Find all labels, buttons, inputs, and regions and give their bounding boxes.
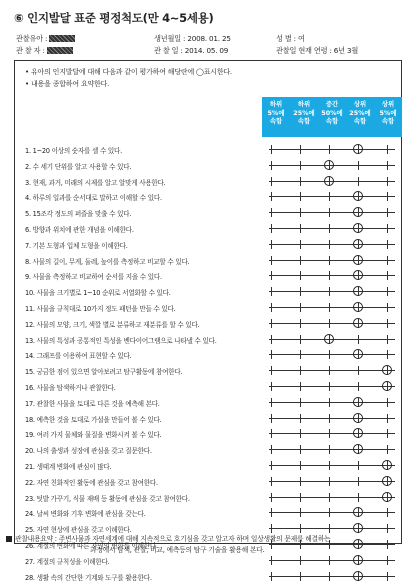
column-header-line: 25%에 [293,108,315,117]
rating-circle-mark [353,207,363,217]
item-text: 25. 자연 현상에 관심을 갖고 이해한다. [25,526,132,535]
scale-line [269,386,395,387]
item-text: 6. 방향과 위치에 관한 개념을 이해한다. [25,226,134,234]
scale-tick [300,572,301,581]
rating-circle-mark [353,397,363,407]
scale-tick [271,335,272,344]
item-text: 20. 나의 출생과 성장에 관심을 갖고 질문한다. [25,447,152,456]
scale-tick [300,508,301,517]
scale-tick [329,224,330,233]
item-text: 11. 사물을 규칙대로 10가지 정도 패턴을 만들 수 있다. [25,305,176,313]
table-row [15,346,401,363]
scale-tick [329,192,330,201]
scale-tick [271,508,272,517]
observer [16,46,45,56]
table-row [15,331,401,348]
scale-tick [387,508,388,517]
item-text: 22. 자연 친화적인 활동에 관심을 갖고 참여한다. [25,478,158,487]
scale-tick [271,208,272,217]
column-header-line: 속함 [297,117,311,126]
info-block [16,33,404,57]
observation-date: 관 찰 일 : 2014. 05. 09 [154,46,229,55]
scale-tick [300,429,301,438]
rating-circle-mark [382,476,392,486]
table-row [15,204,401,221]
item-text: 17. 관찰한 사물을 토대로 다른 것을 예측해 본다. [25,399,160,408]
table-row [15,283,401,300]
scale-line [269,418,395,419]
item-text: 27. 계절의 규칙성을 이해한다. [25,557,110,566]
scale-line [269,228,395,229]
scale-tick [271,572,272,581]
scale-tick [271,493,272,502]
table-row [15,504,401,521]
item-text: 1. 1~20 이상의 숫자를 셀 수 있다. [25,147,123,155]
scale-tick [300,145,301,154]
scale-tick [300,287,301,296]
scale-tick [271,556,272,565]
scale-tick [358,493,359,502]
item-text: 24. 날씨 변화와 기후 변화에 관심을 갖는다. [25,510,146,519]
item-text: 2. 수 세기 단위를 알고 사용할 수 있다. [25,162,132,171]
scale-tick [300,461,301,470]
item-text: 3. 현재, 과거, 미래의 시제를 알고 알맞게 사용한다. [25,178,166,187]
scale-tick [300,477,301,486]
scale-tick [271,303,272,312]
rating-circle-mark [353,270,363,280]
rating-circle-mark [382,365,392,375]
child-name-label: 관찰유아 : [16,34,48,43]
scale-tick [387,319,388,328]
table-row [15,425,401,442]
column-header-line: 50%에 [321,108,343,117]
scale-tick [387,429,388,438]
column-header-line: 하위 [297,100,311,108]
scale-tick [300,224,301,233]
current-age: 관찰일 현재 연령 : 6년 3월 [276,46,359,55]
rating-circle-mark [353,144,363,154]
scale-tick [300,350,301,359]
scale-tick [358,177,359,186]
rating-circle-mark [353,255,363,265]
scale-tick [329,414,330,423]
info-row-1 [16,33,404,45]
scale-tick [271,287,272,296]
scale-tick [329,256,330,265]
table-row [15,489,401,506]
scale-tick [300,398,301,407]
scale-line [269,291,395,292]
table-row [15,410,401,427]
scale-line [269,465,395,466]
scale-tick [300,192,301,201]
scale-line [269,244,395,245]
item-text: 5. 15조각 정도의 퍼즐을 맞출 수 있다. [25,210,132,219]
instruction-1: • 유아의 인지발달에 대해 다음과 같이 평가하여 해당란에 ◯표시한다. [25,68,232,76]
scale-tick [329,303,330,312]
scale-tick [387,524,388,533]
table-row [15,267,401,284]
scale-tick [329,208,330,217]
redacted-name [49,35,75,42]
scale-tick [387,303,388,312]
scale-tick [271,192,272,201]
rating-circle-mark [382,492,392,502]
rating-circle-mark [382,381,392,391]
summary-block [6,534,406,556]
scale-line [269,512,395,513]
table-row [15,362,401,379]
item-text: 15. 궁금한 점이 있으면 알아보려고 탐구활동에 참여한다. [25,368,183,377]
column-header-line: 중간 [325,100,339,108]
item-text: 19. 여러 가지 물체와 물질을 변화시켜 볼 수 있다. [25,431,162,440]
table-row [15,252,401,269]
scale-tick [358,477,359,486]
scale-tick [329,366,330,375]
scale-line [269,196,395,197]
rating-circle-mark [353,428,363,438]
scale-tick [329,461,330,470]
scale-tick [329,382,330,391]
scale-tick [300,271,301,280]
scale-tick [387,414,388,423]
scale-line [269,307,395,308]
scale-tick [271,224,272,233]
rating-circle-mark [353,191,363,201]
scale-tick [387,256,388,265]
item-text: 28. 생활 속의 간단한 기계와 도구를 활용한다. [25,573,152,582]
scale-tick [300,256,301,265]
table-row [15,394,401,411]
rating-circle-mark [353,444,363,454]
column-header-line: 속함 [381,117,395,126]
scale-line [269,323,395,324]
table-row [15,378,401,395]
scale-tick [300,445,301,454]
scale-tick [329,240,330,249]
table-row [15,220,401,237]
scale-tick [387,287,388,296]
scale-tick [300,524,301,533]
scale-tick [300,240,301,249]
column-header-line: 5%에 [267,108,285,117]
scale-tick [271,414,272,423]
table-row [15,473,401,490]
scale-tick [300,366,301,375]
scale-tick [300,303,301,312]
table-row [15,236,401,253]
item-text: 21. 생태계 변화에 관심이 많다. [25,463,112,471]
scale-tick [358,366,359,375]
summary-line-1: 관찰내용요약 : 주변사물과 자연세계에 대해 지속적으로 호기심을 갖고 알고자 하며 일상생활의 문제를 해결하는 [15,535,331,543]
instruction-2: • 내용을 종합하여 요약한다. [25,80,110,88]
scale-line [269,497,395,498]
item-text: 12. 사물의 모양, 크기, 색깔 별로 분류하고 재분류를 할 수 있다. [25,320,200,329]
column-header-line: 25%에 [349,108,371,117]
item-text: 7. 기본 도형과 입체 도형을 이해한다. [25,241,128,250]
scale-tick [271,256,272,265]
rating-circle-mark [353,507,363,517]
scale-tick [329,445,330,454]
scale-tick [329,493,330,502]
rating-circle-mark [324,176,334,186]
scale-tick [387,445,388,454]
scale-tick [271,382,272,391]
rating-circle-mark [353,413,363,423]
rating-circle-mark [353,555,363,565]
column-header [262,97,402,137]
scale-tick [329,319,330,328]
table-row [15,315,401,332]
scale-line [269,481,395,482]
scale-tick [271,177,272,186]
rating-circle-mark [382,460,392,470]
item-text: 4. 하루의 일과를 순서대로 말하고 이해할 수 있다. [25,194,162,203]
column-header-line: 상위 [353,100,367,108]
table-row [15,141,401,158]
scale-tick [329,508,330,517]
scale-tick [329,477,330,486]
scale-tick [271,366,272,375]
scale-tick [329,271,330,280]
scale-tick [300,319,301,328]
rating-circle-mark [353,349,363,359]
scale-tick [329,429,330,438]
summary-line-2: 과정에서 탐색, 관찰, 비교, 예측등의 탐구 기술을 활용해 본다. [90,546,265,554]
rating-circle-mark [353,239,363,249]
scale-tick [271,350,272,359]
child-name [16,34,47,44]
table-row [15,299,401,316]
scale-tick [387,208,388,217]
scale-tick [271,161,272,170]
scale-tick [387,335,388,344]
scale-line [269,528,395,529]
rating-circle-mark [353,302,363,312]
scale-tick [329,572,330,581]
redacted-observer [47,47,73,54]
scale-tick [271,429,272,438]
scale-line [269,260,395,261]
page-title: ⑥ 인지발달 표준 평정척도(만 4~5세용) [14,11,214,25]
scale-tick [358,161,359,170]
scale-tick [271,145,272,154]
scale-tick [271,524,272,533]
scale-tick [271,445,272,454]
column-header-line: 5%에 [379,108,397,117]
scale-tick [300,414,301,423]
rating-circle-mark [353,223,363,233]
observer-label: 관 찰 자 : [16,46,45,55]
item-text: 18. 예측한 것을 토대로 가설을 만들어 볼 수 있다. [25,415,162,424]
table-row [15,441,401,458]
scale-line [269,354,395,355]
scale-line [269,370,395,371]
scale-tick [329,287,330,296]
scale-tick [387,572,388,581]
scale-tick [387,224,388,233]
scale-line [269,275,395,276]
scale-tick [300,208,301,217]
scale-tick [300,382,301,391]
scale-line [269,560,395,561]
rating-circle-mark [353,286,363,296]
scale-tick [387,177,388,186]
rating-circle-mark [353,318,363,328]
scale-tick [358,461,359,470]
column-header-1 [262,100,290,126]
column-header-3 [318,100,346,126]
scale-tick [358,335,359,344]
rating-circle-mark [324,334,334,344]
item-text: 8. 사물의 길이, 무게, 둘레, 높이를 측정하고 비교할 수 있다. [25,257,190,266]
scale-tick [300,177,301,186]
item-text: 26. 계절의 변화에 따른 자연의 변화를 이해한다. [25,542,158,550]
birth-date: 생년월일 : 2008. 01. 25 [154,34,231,43]
scale-tick [300,335,301,344]
scale-tick [358,382,359,391]
sex: 성 별 : 여 [276,34,305,43]
scale-tick [329,524,330,533]
scale-line [269,212,395,213]
column-header-2 [290,100,318,126]
scale-tick [329,350,330,359]
scale-tick [387,240,388,249]
scale-tick [271,240,272,249]
table-row [15,188,401,205]
rating-circle-mark [324,160,334,170]
scale-line [269,433,395,434]
scale-line [269,402,395,403]
column-header-line: 속함 [325,117,339,126]
rating-circle-mark [353,523,363,533]
scale-tick [300,161,301,170]
column-header-line: 하위 [269,100,283,108]
column-header-line: 속함 [353,117,367,126]
scale-tick [271,271,272,280]
scale-tick [387,398,388,407]
scale-tick [387,556,388,565]
item-text: 10. 사물을 크기별로 1~10 순위로 서열화할 수 있다. [25,289,171,298]
item-text: 9. 사물을 측정하고 비교하여 순서를 지을 수 있다. [25,273,162,282]
table-row [15,457,401,474]
scale-tick [329,398,330,407]
column-header-line: 상위 [381,100,395,108]
scale-tick [271,477,272,486]
column-header-4 [346,100,374,126]
scale-tick [387,350,388,359]
scale-tick [329,145,330,154]
scale-tick [387,145,388,154]
item-text: 23. 텃밭 가꾸기, 식물 재배 등 활동에 관심을 갖고 참여한다. [25,494,190,503]
item-text: 14. 그래프를 이용하여 표현할 수 있다. [25,352,132,361]
bullet-square-icon [6,536,12,542]
scale-tick [271,319,272,328]
info-row-2 [16,45,404,57]
item-text: 16. 사물을 탐색하거나 관찰한다. [25,384,116,392]
scale-tick [271,461,272,470]
scale-tick [387,192,388,201]
scale-tick [300,493,301,502]
scale-line [269,149,395,150]
scale-tick [300,556,301,565]
column-header-line: 속함 [269,117,283,126]
scale-tick [387,271,388,280]
scale-tick [271,398,272,407]
column-header-5 [374,100,402,126]
table-row [15,173,401,190]
item-text: 13. 사물의 특성과 공통적인 특성을 벤다이어그램으로 나타낼 수 있다. [25,336,217,345]
scale-line [269,449,395,450]
table-row [15,157,401,174]
scale-tick [329,556,330,565]
scale-tick [387,161,388,170]
